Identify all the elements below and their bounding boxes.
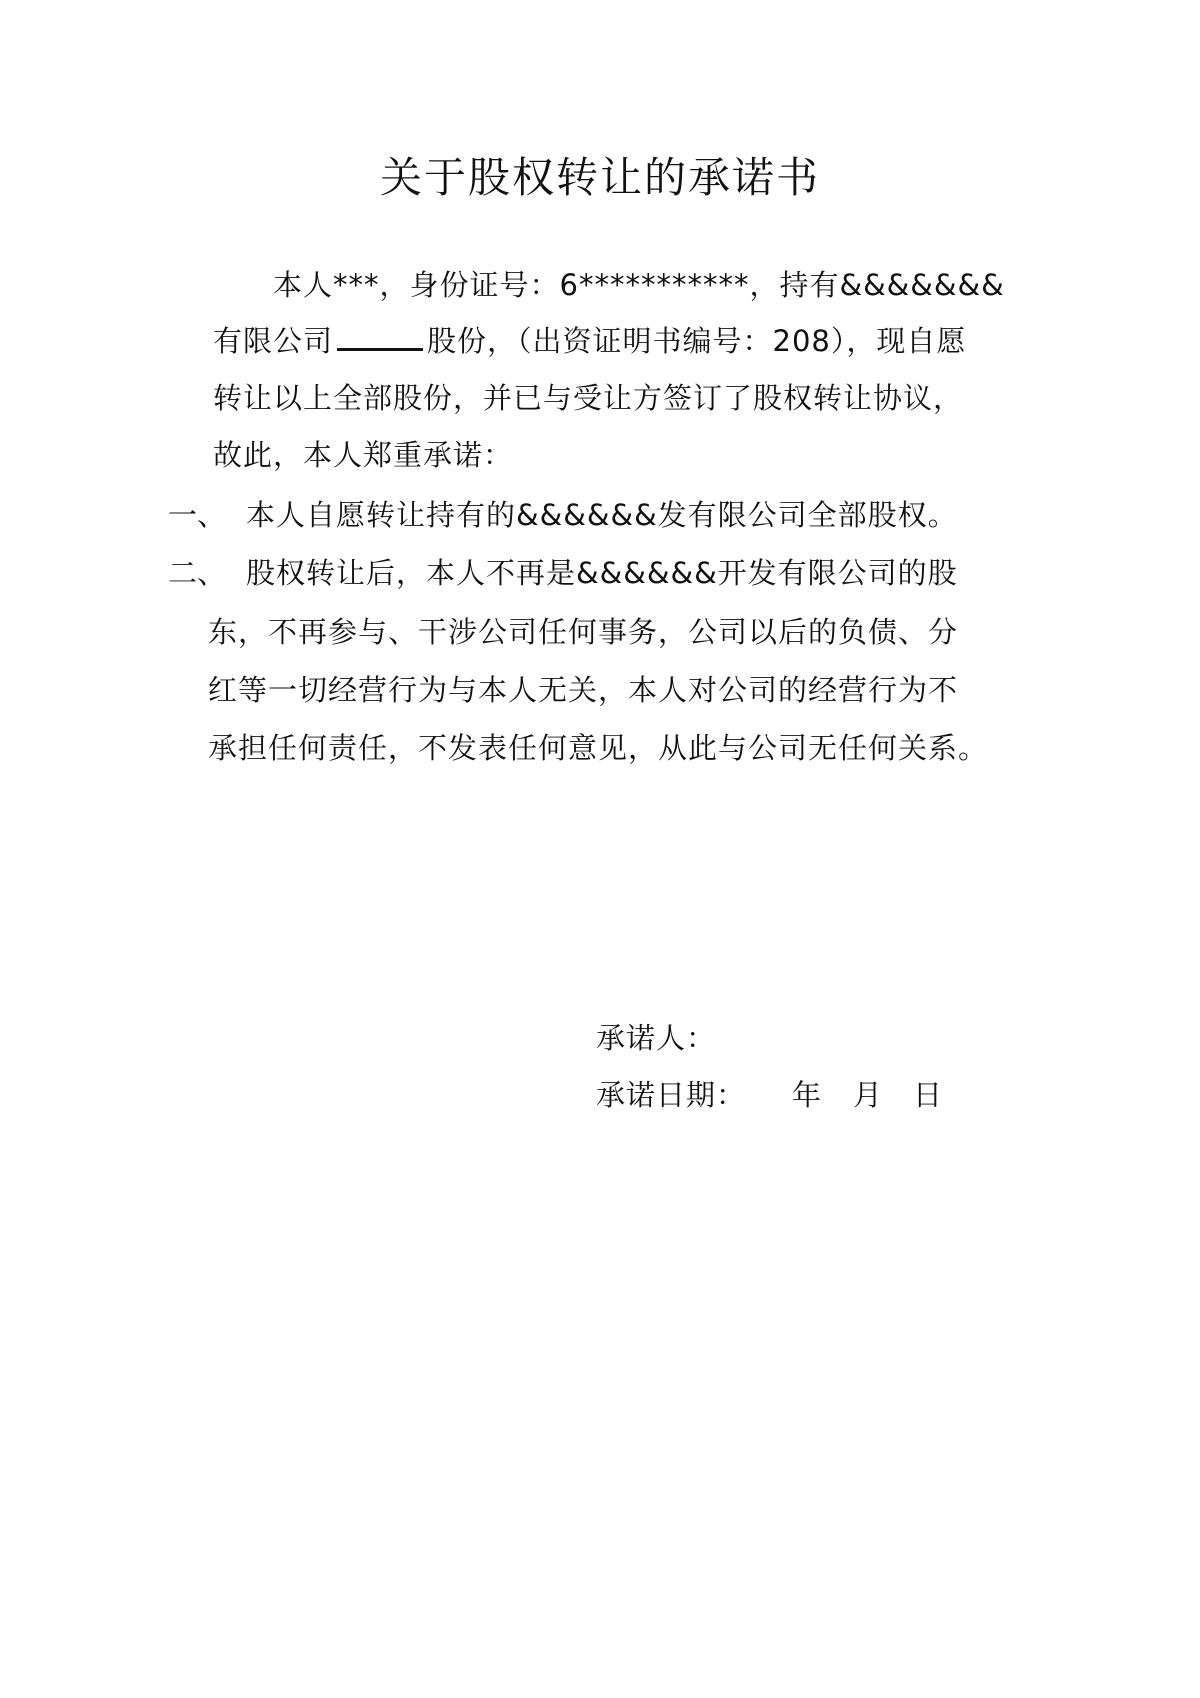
- item-1-line-1: 本人自愿转让持有的&&&&&&发有限公司全部股权。: [246, 498, 958, 532]
- share-amount-blank: [337, 322, 423, 351]
- date-year: 年: [792, 1078, 823, 1112]
- item-2-number: 二、: [168, 556, 227, 590]
- item-2-line-3: 红等一切经营行为与本人无关，本人对公司的经营行为不: [208, 673, 959, 707]
- intro-line-2: [213, 321, 966, 361]
- date-day: 日: [913, 1078, 944, 1112]
- intro-line-3: 转让以上全部股份，并已与受让方签订了股权转让协议，: [213, 381, 964, 415]
- intro-line-2-start: 有限公司: [213, 324, 334, 358]
- item-1-number: 一、: [168, 498, 227, 532]
- document-title: 关于股权转让的承诺书: [379, 153, 820, 202]
- item-2-line-4: 承担任何责任，不发表任何意见，从此与公司无任何关系。: [208, 731, 989, 765]
- item-2-line-1: 股权转让后，本人不再是&&&&&&开发有限公司的股: [246, 556, 958, 590]
- date-month: 月: [853, 1078, 884, 1112]
- intro-line-4: 故此，本人郑重承诺：: [213, 438, 514, 472]
- intro-line-1: 本人***，身份证号：6***********，持有&&&&&&&: [273, 268, 1005, 302]
- promisor-label: 承诺人：: [596, 1021, 717, 1055]
- item-2-line-2: 东，不再参与、干涉公司任何事务，公司以后的负债、分: [208, 615, 959, 649]
- intro-line-2-end: 股份，（出资证明书编号：208），现自愿: [427, 324, 967, 358]
- date-label: 承诺日期：: [596, 1078, 747, 1112]
